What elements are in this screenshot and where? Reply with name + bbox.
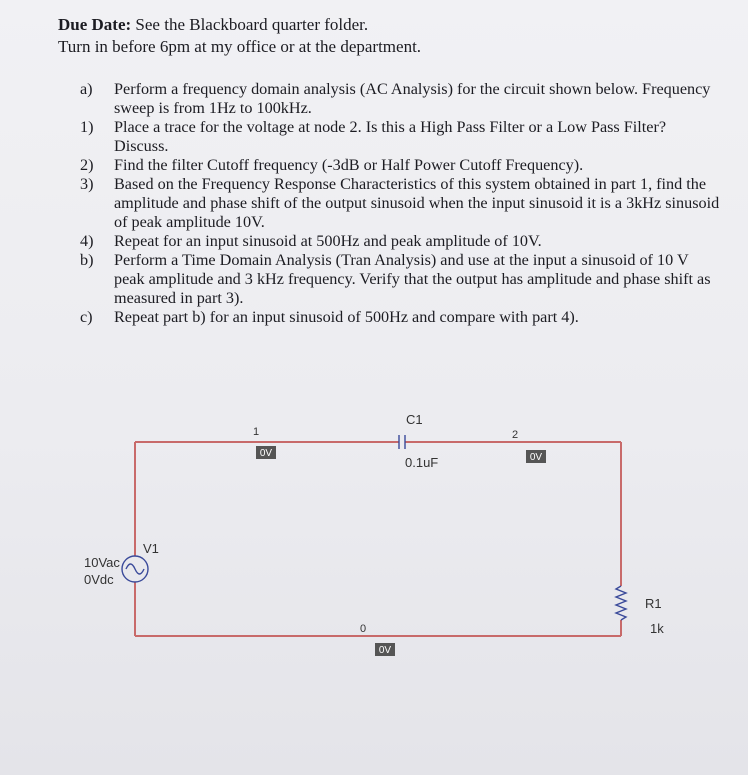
task-text: Repeat part b) for an input sinusoid of 500Hz and compare with part 4).: [114, 308, 579, 326]
node-label-2: 2: [512, 429, 519, 441]
capacitor-name: C1: [406, 412, 423, 427]
turn-in-line: Turn in before 6pm at my office or at the department.: [58, 37, 422, 56]
task-marker: 3): [80, 175, 94, 193]
probe-label: 0V: [529, 452, 543, 463]
capacitor-value: 0.1uF: [405, 455, 439, 470]
task-text: Find the filter Cutoff frequency (-3dB or Half Power Cutoff Frequency).: [114, 156, 584, 174]
voltage-probe-node0: [375, 643, 395, 656]
task-marker: b): [80, 251, 94, 269]
resistor-symbol: [616, 586, 626, 620]
node-label-0: 0: [360, 623, 367, 635]
probe-label: 0V: [378, 645, 392, 656]
resistor-name: R1: [645, 596, 662, 611]
task-text: Perform a frequency domain analysis (AC Analysis) for the circuit shown below. Frequency sweep is from 1Hz to 100kHz.: [114, 80, 711, 117]
voltage-probe-node1: [256, 446, 276, 459]
probe-label: 0V: [259, 448, 273, 459]
wire-group: [135, 442, 621, 636]
capacitor-symbol: [399, 435, 405, 449]
source-dc-value: 0Vdc: [84, 572, 114, 587]
source-name: V1: [143, 541, 159, 556]
task-text: Based on the Frequency Response Characteristics of this system obtained in part 1, find the amplitude and phase shift of the output sinusoid when the input sinusoid it is a 3kHz sinusoid of peak amplitude 10V.: [114, 175, 720, 231]
task-marker: a): [80, 80, 93, 98]
task-marker: 4): [80, 232, 94, 250]
task-marker: c): [80, 308, 93, 326]
voltage-probe-node2: [526, 450, 546, 463]
sine-wave-icon: [126, 564, 144, 574]
source-ac-value: 10Vac: [84, 555, 120, 570]
task-marker: 1): [80, 118, 94, 136]
task-text: Place a trace for the voltage at node 2. Is this a High Pass Filter or a Low Pass Filter? Discuss.: [114, 118, 667, 155]
due-date-text: See the Blackboard quarter folder.: [131, 15, 369, 34]
resistor-value: 1k: [650, 621, 664, 636]
ac-source-symbol: [122, 556, 148, 582]
node-label-1: 1: [253, 426, 260, 438]
task-marker: 2): [80, 156, 94, 174]
task-text: Repeat for an input sinusoid at 500Hz and peak amplitude of 10V.: [114, 232, 542, 250]
due-date-label: Due Date:: [58, 15, 132, 34]
task-text: Perform a Time Domain Analysis (Tran Analysis) and use at the input a sinusoid of 10 V peak amplitude and 3 kHz frequency. Verify that the output has amplitude and phase shift as measured in part 3).: [114, 251, 711, 307]
